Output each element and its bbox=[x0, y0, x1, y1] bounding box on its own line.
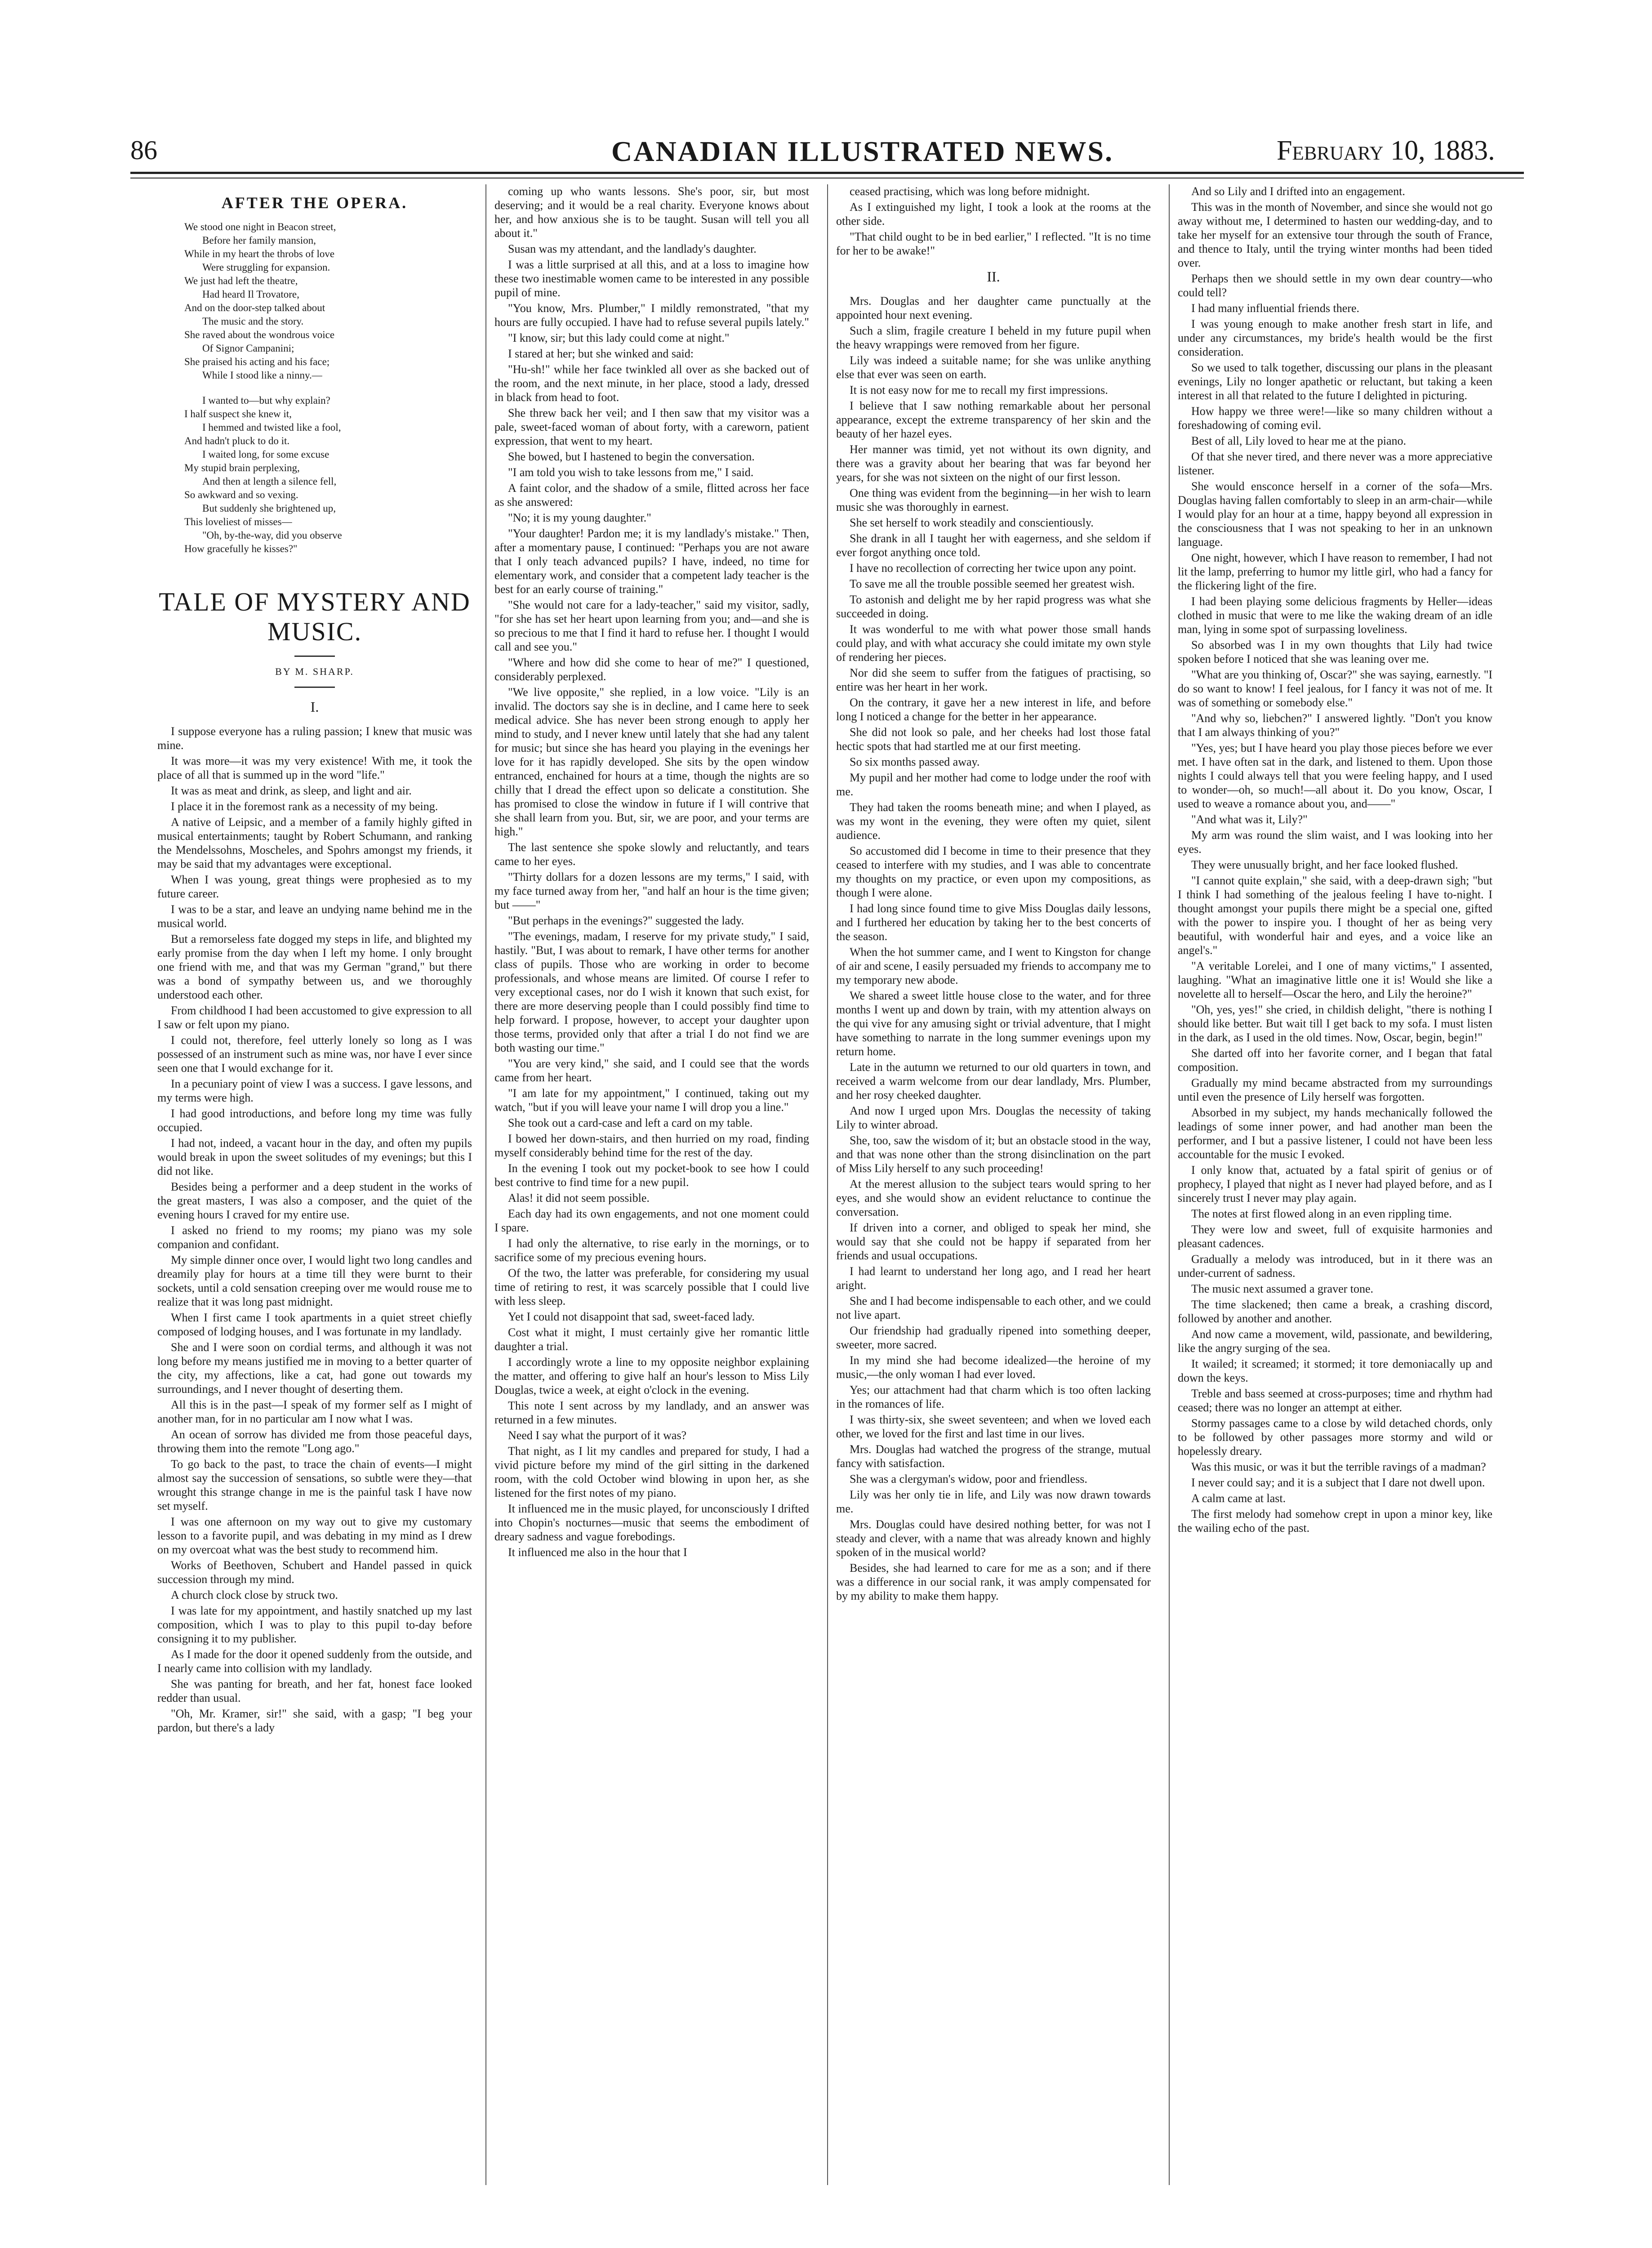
paragraph: So accustomed did I become in time to their presence that they ceased to interfere with my studies, and I was able to concentrate my thoughts on my practice, or even upon my compositions, as though I were alone. bbox=[836, 844, 1151, 899]
paragraph: Besides, she had learned to care for me as a son; and if there was a difference in our social rank, it was amply compensated for by my ability to make them happy. bbox=[836, 1561, 1151, 1602]
paragraph: I suppose everyone has a ruling passion; I knew that music was mine. bbox=[157, 725, 472, 752]
paragraph: In a pecuniary point of view I was a success. I gave lessons, and my terms were high. bbox=[157, 1077, 472, 1104]
paragraph: "Thirty dollars for a dozen lessons are my terms," I said, with my face turned away from her, "and half an hour is the time given; but ——" bbox=[494, 870, 809, 911]
paragraph: coming up who wants lessons. She's poor, sir, but most deserving; and it would be a real charity. Everyone knows about her, and how anxious she is to be taught. Susan will tell you all about it." bbox=[494, 185, 809, 240]
poem-line: My stupid brain perplexing, bbox=[184, 462, 300, 473]
column-3 bbox=[836, 184, 1151, 2208]
paragraph: "You know, Mrs. Plumber," I mildly remonstrated, "that my hours are fully occupied. I have had to refuse several pupils lately." bbox=[494, 302, 809, 329]
poem-line: We stood one night in Beacon street, bbox=[184, 221, 336, 232]
paragraph: Lily was her only tie in life, and Lily was now drawn towards me. bbox=[836, 1488, 1151, 1515]
paragraph: She, too, saw the wisdom of it; but an obstacle stood in the way, and that was none other than the strong disinclination on the part of Miss Lily herself to any such proceeding! bbox=[836, 1134, 1151, 1175]
paragraph: "You are very kind," she said, and I could see that the words came from her heart. bbox=[494, 1057, 809, 1084]
paragraph: It was wonderful to me with what power those small hands could play, and with what accuracy she could imitate my own style of rendering her pieces. bbox=[836, 623, 1151, 664]
paragraph: "Hu-sh!" while her face twinkled all over as she backed out of the room, and the next minute, in her place, stood a lady, dressed in black from head to foot. bbox=[494, 363, 809, 404]
poem-line: So awkward and so vexing. bbox=[184, 489, 298, 500]
paragraph: I believe that I saw nothing remarkable about her personal appearance, except the extreme transparency of her skin and the beauty of her hazel eyes. bbox=[836, 399, 1151, 440]
paragraph: My arm was round the slim waist, and I was looking into her eyes. bbox=[1178, 829, 1492, 856]
paragraph: When I first came I took apartments in a quiet street chiefly composed of lodging houses, and I was fortunate in my landlady. bbox=[157, 1311, 472, 1338]
poem-line: And hadn't pluck to do it. bbox=[184, 435, 290, 446]
paragraph: And now came a movement, wild, passionate, and bewildering, like the angry surging of the sea. bbox=[1178, 1328, 1492, 1355]
paragraph: "Where and how did she come to hear of me?" I questioned, considerably perplexed. bbox=[494, 656, 809, 683]
paragraph: She and I were soon on cordial terms, and although it was not long before my means justified me in moving to a better quarter of the city, my affections, like a cat, had gone out towards my surroundings, and I never thought of deserting them. bbox=[157, 1341, 472, 1396]
paragraph: An ocean of sorrow has divided me from those peaceful days, throwing them into the remote "Long ago." bbox=[157, 1428, 472, 1455]
paragraph: At the merest allusion to the subject tears would spring to her eyes, and she would show an evident reluctance to continue the conversation. bbox=[836, 1178, 1151, 1218]
paragraph: I was one afternoon on my way out to give my customary lesson to a favorite pupil, and was debating in my mind as I drew on my overcoat what was the best study to recommend him. bbox=[157, 1515, 472, 1556]
paragraph: "We live opposite," she replied, in a low voice. "Lily is an invalid. The doctors say she is in decline, and I came here to seek medical advice. She has never been strong enough to apply her mind to study, and I never knew until lately that she had any talent for music; but since she has heard you playing in the evenings her love for it has rapidly developed. She sits by the open window entranced, enchained for hours at a time, though the nights are so chilly that I dread the effect upon so delicate a constitution. She has promised to close the window in future if I will contrive that she shall learn from you. But, sir, we are poor, and your terms are high." bbox=[494, 686, 809, 838]
poem-line: I hemmed and twisted like a fool, bbox=[202, 422, 341, 433]
paragraph: My pupil and her mother had come to lodge under the roof with me. bbox=[836, 771, 1151, 798]
paragraph: It was more—it was my very existence! With me, it took the place of all that is summed up in the word "life." bbox=[157, 754, 472, 781]
paragraph: Mrs. Douglas had watched the progress of the strange, mutual fancy with satisfaction. bbox=[836, 1443, 1151, 1470]
paragraph: I had not, indeed, a vacant hour in the day, and often my pupils would break in upon the sweet solitudes of my evenings; but this I did not like. bbox=[157, 1137, 472, 1178]
paragraph: I only know that, actuated by a fatal spirit of genius or of prophecy, I played that night as I never had played before, and as I sincerely trust I never may play again. bbox=[1178, 1164, 1492, 1204]
paragraph: Gradually a melody was introduced, but in it there was an under-current of sadness. bbox=[1178, 1253, 1492, 1280]
paragraph: "She would not care for a lady-teacher," said my visitor, sadly, "for she has set her heart upon learning from you; and—and she is so precious to me that I find it hard to refuse her. I thought I would call and see you." bbox=[494, 598, 809, 653]
poem-line: And then at length a silence fell, bbox=[202, 476, 337, 487]
poem-line: I waited long, for some excuse bbox=[202, 449, 330, 460]
paragraph: I accordingly wrote a line to my opposite neighbor explaining the matter, and offering to give half an hour's lesson to Miss Lily Douglas, twice a week, at eight o'clock in the evening. bbox=[494, 1356, 809, 1396]
paragraph: "What are you thinking of, Oscar?" she was saying, earnestly. "I do so want to know! I feel jealous, for I fancy it was not of me. It was of something or somebody else." bbox=[1178, 668, 1492, 709]
paragraph: Of the two, the latter was preferable, for considering my usual time of retiring to rest, it was scarcely possible that I could live with less sleep. bbox=[494, 1267, 809, 1307]
poem-title: AFTER THE OPERA. bbox=[221, 194, 408, 212]
paragraph: Gradually my mind became abstracted from my surroundings until even the presence of Lily herself was forgotten. bbox=[1178, 1076, 1492, 1103]
paragraph: I had many influential friends there. bbox=[1191, 302, 1359, 315]
page-number: 86 bbox=[130, 135, 157, 165]
poem-line: I wanted to—but why explain? bbox=[202, 395, 330, 406]
paragraph: To astonish and delight me by her rapid progress was what she succeeded in doing. bbox=[836, 593, 1151, 620]
story-title: TALE OF MYSTERY AND MUSIC. bbox=[159, 587, 471, 646]
column-2-text bbox=[494, 184, 809, 1559]
paragraph: I had only the alternative, to rise early in the mornings, or to sacrifice some of my precious evening hours. bbox=[494, 1237, 809, 1264]
paragraph: Nor did she seem to suffer from the fatigues of practising, so entire was her heart in her work. bbox=[836, 666, 1151, 693]
poem-line: While in my heart the throbs of love bbox=[184, 248, 335, 259]
paragraph: I was thirty-six, she sweet seventeen; and when we loved each other, we loved for the first and last time in our lives. bbox=[836, 1413, 1151, 1440]
paragraph: Each day had its own engagements, and not one moment could I spare. bbox=[494, 1207, 809, 1234]
paragraph: As I made for the door it opened suddenly from the outside, and I nearly came into collision with my landlady. bbox=[157, 1648, 472, 1675]
paragraph: "And what was it, Lily?" bbox=[1191, 813, 1308, 826]
paragraph: She set herself to work steadily and conscientiously. bbox=[850, 516, 1094, 529]
column-divider bbox=[1169, 184, 1170, 2185]
paragraph: As I extinguished my light, I took a look at the rooms at the other side. bbox=[836, 201, 1151, 227]
paragraph: All this is in the past—I speak of my former self as I might of another man, for in no particular am I now what I was. bbox=[157, 1398, 472, 1425]
paragraph: "I cannot quite explain," she said, with a deep-drawn sigh; "but I think I had something of the jealous feeling I have to-night. I thought amongst your pupils there might be a special one, gifted with the power to inspire you. I thought of her as being very beautiful, with wonderful hair and eyes, and a voice like an angel's." bbox=[1178, 874, 1492, 957]
paragraph: Absorbed in my subject, my hands mechanically followed the leadings of some inner power, and had another man been the performer, and I but a passive listener, I could not have been less accountable for the music I evoked. bbox=[1178, 1106, 1492, 1161]
paragraph: We shared a sweet little house close to the water, and for three months I went up and down by train, with my attention always on the qui vive for any amusing sight or trivial adventure, that I might have something to narrate in the long summer evenings upon my return home. bbox=[836, 989, 1151, 1058]
paragraph: A faint color, and the shadow of a smile, flitted across her face as she answered: bbox=[494, 482, 809, 508]
paragraph: A church clock close by struck two. bbox=[171, 1588, 338, 1601]
paragraph: I could not, therefore, feel utterly lonely so long as I was possessed of an instrument such as mine was, nor have I ever since seen one that I would exchange for it. bbox=[157, 1034, 472, 1075]
paragraph: Alas! it did not seem possible. bbox=[508, 1191, 650, 1204]
paragraph: It influenced me also in the hour that I bbox=[508, 1546, 687, 1559]
paragraph: Such a slim, fragile creature I beheld in my future pupil when the heavy wrappings were removed from her figure. bbox=[836, 324, 1151, 351]
paragraph: If driven into a corner, and obliged to speak her mind, she would say that she could not be happy if separated from her friends and usual occupations. bbox=[836, 1221, 1151, 1262]
paragraph: They had taken the rooms beneath mine; and when I played, as was my wont in the evening, they were often my quiet, silent audience. bbox=[836, 801, 1151, 842]
paragraph: She bowed, but I hastened to begin the conversation. bbox=[508, 450, 755, 463]
title-rule bbox=[294, 656, 335, 657]
poem-line: Had heard Il Trovatore, bbox=[202, 289, 299, 300]
column-4 bbox=[1178, 184, 1492, 2208]
paragraph: When I was young, great things were prophesied as to my future career. bbox=[157, 873, 472, 900]
paragraph: Was this music, or was it but the terrible ravings of a madman? bbox=[1191, 1460, 1486, 1473]
paragraph: I never could say; and it is a subject that I dare not dwell upon. bbox=[1191, 1476, 1485, 1489]
paragraph: "A veritable Lorelei, and I one of many victims," I assented, laughing. "What an imaginative little one it is! Would she like a novelette all to herself—Oscar the hero, and Lily the heroine?" bbox=[1178, 959, 1492, 1000]
paragraph: I was late for my appointment, and hastily snatched up my last composition, which I was to play to this pupil to-day before consigning it to my publisher. bbox=[157, 1604, 472, 1645]
paragraph: I place it in the foremost rank as a necessity of my being. bbox=[171, 800, 438, 813]
paragraph: "Yes, yes; but I have heard you play those pieces before we ever met. I have often sat in the dark, and listened to them. Upon those nights I could always tell that you were feeling happy, and I used to wonder—oh, so much!—all about it. Do you know, Oscar, I used to weave a romance about you, and——" bbox=[1178, 741, 1492, 810]
paragraph: The last sentence she spoke slowly and reluctantly, and tears came to her eyes. bbox=[494, 841, 809, 868]
column-divider bbox=[485, 184, 486, 2185]
paragraph: A native of Leipsic, and a member of a family highly gifted in musical entertainments; taught by Robert Schumann, and ranking the Mendelssohns, Moscheles, and Spohrs amongst my friends, it may be said that my advantages were exceptional. bbox=[157, 816, 472, 870]
paragraph: This was in the month of November, and since she would not go away without me, I determined to hasten our wedding-day, and to take her myself for an extensive tour through the south of France, and thence to Italy, until the trying winter months had been tided over. bbox=[1178, 201, 1492, 269]
poem-line: This loveliest of misses— bbox=[184, 516, 292, 527]
paragraph: The notes at first flowed along in an even rippling time. bbox=[1191, 1207, 1452, 1220]
poem-line: We just had left the theatre, bbox=[184, 275, 298, 286]
paragraph: Yes; our attachment had that charm which is too often lacking in the romances of life. bbox=[836, 1383, 1151, 1410]
paragraph: That night, as I lit my candles and prepared for study, I had a vivid picture before my mind of the girl sitting in the darkened room, with the cold October wind blowing in upon her, as she listened for the first notes of my piano. bbox=[494, 1445, 809, 1499]
paragraph: One thing was evident from the beginning—in her wish to learn music she was thoroughly in earnest. bbox=[836, 486, 1151, 513]
paragraph: When the hot summer came, and I went to Kingston for change of air and scene, I easily persuaded my friends to accompany me to my temporary new abode. bbox=[836, 946, 1151, 986]
header-rule bbox=[130, 172, 1524, 174]
paragraph: Mrs. Douglas could have desired nothing better, for was not I steady and clever, with a name that was already known and highly spoken of in the musical world? bbox=[836, 1518, 1151, 1559]
paragraph: "Your daughter! Pardon me; it is my landlady's mistake." Then, after a momentary pause, I continued: "Perhaps you are not aware that I only teach advanced pupils? I have, indeed, no time for elementary work, and consider that a competent lady teacher is the best for an early course of training." bbox=[494, 527, 809, 596]
paragraph: But a remorseless fate dogged my steps in life, and blighted my early promise from the day when I left my home. I only brought one friend with me, and that was my German "grand," but there was a bond of sympathy between us, and we thoroughly understood each other. bbox=[157, 932, 472, 1001]
paragraph: I asked no friend to my rooms; my piano was my sole companion and confidant. bbox=[157, 1224, 472, 1251]
paragraph: She and I had become indispensable to each other, and we could not live apart. bbox=[836, 1294, 1151, 1321]
paragraph: So six months passed away. bbox=[850, 755, 980, 768]
paragraph: Stormy passages came to a close by wild detached chords, only to be followed by other passages more stormy and wild or hopelessly dreary. bbox=[1178, 1417, 1492, 1458]
paragraph: "And why so, liebchen?" I answered lightly. "Don't you know that I am always thinking of you?" bbox=[1178, 712, 1492, 739]
paragraph: They were unusually bright, and her face looked flushed. bbox=[1191, 858, 1458, 871]
paragraph: So we used to talk together, discussing our plans in the pleasant evenings, Lily no longer apathetic or reluctant, but taking a keen interest in all that related to the future I delighted in picturing. bbox=[1178, 361, 1492, 402]
paragraph: "No; it is my young daughter." bbox=[508, 511, 651, 524]
paragraph: She took out a card-case and left a card on my table. bbox=[508, 1116, 753, 1129]
paragraph: She did not look so pale, and her cheeks had lost those fatal hectic spots that had startled me at our first meeting. bbox=[836, 726, 1151, 753]
paragraph: The time slackened; then came a break, a crashing discord, followed by another and another. bbox=[1178, 1298, 1492, 1325]
paragraph: Lily was indeed a suitable name; for she was unlike anything else that ever was seen on earth. bbox=[836, 354, 1151, 381]
paragraph: The music next assumed a graver tone. bbox=[1191, 1282, 1374, 1295]
paragraph: "I am late for my appointment," I continued, taking out my watch, "but if you will leave your name I will drop you a line." bbox=[494, 1087, 809, 1114]
paragraph: She darted off into her favorite corner, and I began that fatal composition. bbox=[1178, 1047, 1492, 1074]
paragraph: She was panting for breath, and her fat, honest face looked redder than usual. bbox=[157, 1677, 472, 1704]
poem-line: She praised his acting and his face; bbox=[184, 356, 330, 367]
paragraph: They were low and sweet, full of exquisite harmonies and pleasant cadences. bbox=[1178, 1223, 1492, 1250]
paragraph: Perhaps then we should settle in my own dear country—who could tell? bbox=[1178, 272, 1492, 299]
paragraph: She was a clergyman's widow, poor and friendless. bbox=[850, 1472, 1087, 1485]
paragraph: The first melody had somehow crept in upon a minor key, like the wailing echo of the past. bbox=[1178, 1508, 1492, 1534]
paragraph: She threw back her veil; and I then saw that my visitor was a pale, sweet-faced woman of about forty, with a careworn, patient expression, that went to my heart. bbox=[494, 406, 809, 447]
column-3-text-cont bbox=[836, 294, 1151, 1603]
paragraph: "That child ought to be in bed earlier," I reflected. "It is no time for her to be awake!" bbox=[836, 230, 1151, 257]
paragraph: From childhood I had been accustomed to give expression to all I saw or felt upon my piano. bbox=[157, 1004, 472, 1031]
column-3-text bbox=[836, 184, 1151, 258]
poem-line: And on the door-step talked about bbox=[184, 302, 325, 313]
paragraph: It wailed; it screamed; it stormed; it tore demoniacally up and down the keys. bbox=[1178, 1357, 1492, 1384]
paragraph: Need I say what the purport of it was? bbox=[508, 1429, 687, 1442]
paragraph: Late in the autumn we returned to our old quarters in town, and received a warm welcome from our dear landlady, Mrs. Plumber, and her rosy cheeked daughter. bbox=[836, 1061, 1151, 1102]
paragraph: So absorbed was I in my own thoughts that Lily had twice spoken before I noticed that she was leaning over me. bbox=[1178, 638, 1492, 665]
paragraph: "Oh, Mr. Kramer, sir!" she said, with a gasp; "I beg your pardon, but there's a lady bbox=[157, 1707, 472, 1734]
paragraph: To save me all the trouble possible seemed her greatest wish. bbox=[850, 577, 1135, 590]
poem-line: "Oh, by-the-way, did you observe bbox=[202, 530, 342, 541]
paragraph: Yet I could not disappoint that sad, sweet-faced lady. bbox=[508, 1310, 755, 1323]
paragraph: "I know, sir; but this lady could come at night." bbox=[508, 331, 730, 344]
paragraph: Of that she never tired, and there never was a more appreciative listener. bbox=[1178, 450, 1492, 477]
paragraph: I had been playing some delicious fragments by Heller—ideas clothed in music that were to me like the waking dream of an idle man, lying in some spot of surpassing loveliness. bbox=[1178, 595, 1492, 636]
poem-body bbox=[184, 220, 472, 556]
byline-rule bbox=[294, 687, 335, 688]
section-number: I. bbox=[310, 699, 319, 715]
paragraph: In my mind she had become idealized—the heroine of my music,—the only woman I had ever loved. bbox=[836, 1354, 1151, 1381]
paragraph: She would ensconce herself in a corner of the sofa—Mrs. Douglas having fallen comfortably to sleep in an arm-chair—while I would play for an hour at a time, happy beyond all expression in the consciousness that I was not speaking to her in an unknown language. bbox=[1178, 480, 1492, 549]
paragraph: I had good introductions, and before long my time was fully occupied. bbox=[157, 1107, 472, 1134]
section-number: II. bbox=[987, 268, 1000, 285]
paragraph: "But perhaps in the evenings?" suggested the lady. bbox=[508, 914, 744, 927]
paragraph: I had learnt to understand her long ago, and I read her heart aright. bbox=[836, 1265, 1151, 1292]
paragraph: Mrs. Douglas and her daughter came punctually at the appointed hour next evening. bbox=[836, 294, 1151, 321]
paragraph: To go back to the past, to trace the chain of events—I might almost say the succession of sensations, so subtle were they—that wrought this strange change in me is the painful task I have now set myself. bbox=[157, 1458, 472, 1512]
paragraph: It is not easy now for me to recall my first impressions. bbox=[850, 384, 1108, 397]
paragraph: "Oh, yes, yes!" she cried, in childish delight, "there is nothing I should like better. But wait till I get back to my sofa. I must listen in the dark, as I used in the old times. Now, Oscar, begin, begin!" bbox=[1178, 1003, 1492, 1044]
paragraph: In the evening I took out my pocket-book to see how I could best contrive to find time for a new pupil. bbox=[494, 1162, 809, 1189]
poem-line: Were struggling for expansion. bbox=[202, 262, 330, 273]
paragraph: She drank in all I taught her with eagerness, and she seldom if ever forgot anything once told. bbox=[836, 532, 1151, 559]
paragraph: ceased practising, which was long before midnight. bbox=[850, 185, 1090, 198]
poem-line: The music and the story. bbox=[202, 316, 304, 327]
poem-line: I half suspect she knew it, bbox=[184, 408, 292, 419]
masthead-title: CANADIAN ILLUSTRATED NEWS. bbox=[611, 135, 1113, 167]
column-2 bbox=[494, 184, 809, 2208]
column-divider bbox=[827, 184, 828, 2185]
paragraph: Treble and bass seemed at cross-purposes; time and rhythm had ceased; there was no longer an attempt at either. bbox=[1178, 1387, 1492, 1414]
column-1-text bbox=[157, 724, 472, 1735]
issue-date: February 10, 1883. bbox=[1277, 135, 1495, 166]
paragraph: It influenced me in the music played, for unconsciously I drifted into Chopin's nocturnes—music that seems the embodiment of dreary sadness and vague forebodings. bbox=[494, 1502, 809, 1543]
paragraph: I was young enough to make another fresh start in life, and under any circumstances, my bride's health would be the first consideration. bbox=[1178, 317, 1492, 358]
paragraph: Best of all, Lily loved to hear me at the piano. bbox=[1191, 434, 1406, 447]
paragraph: One night, however, which I have reason to remember, I had not lit the lamp, preferring to humor my little girl, who had a fancy for the flickering light of the fire. bbox=[1178, 551, 1492, 592]
poem-line: While I stood like a ninny.— bbox=[202, 370, 322, 381]
paragraph: I have no recollection of correcting her twice upon any point. bbox=[850, 562, 1136, 575]
paragraph: I was to be a star, and leave an undying name behind me in the musical world. bbox=[157, 903, 472, 930]
paragraph: "The evenings, madam, I reserve for my private study," I said, hastily. "But, I was about to remark, I have other terms for another class of pupils. Those who are working in order to become professionals, and whose means are limited. Of course I refer to very exceptional cases, nor do I wish it known that such exist, for there are more deserving people than I could possibly find time to help forward. I propose, however, to accept your daughter upon those terms, provided only that after a trial I do not find we are both wasting our time." bbox=[494, 930, 809, 1054]
paragraph: I had long since found time to give Miss Douglas daily lessons, and I furthered her education by taking her to the best concerts of the season. bbox=[836, 902, 1151, 943]
paragraph: I bowed her down-stairs, and then hurried on my road, finding myself considerably behind time for the rest of the day. bbox=[494, 1132, 809, 1159]
paragraph: I was a little surprised at all this, and at a loss to imagine how these two inestimable women came to be interested in any possible pupil of mine. bbox=[494, 258, 809, 299]
paragraph: Works of Beethoven, Schubert and Handel passed in quick succession through my mind. bbox=[157, 1559, 472, 1586]
paragraph: Besides being a performer and a deep student in the works of the great masters, I was also a composer, and the quiet of the evening hours I craved for my entire use. bbox=[157, 1180, 472, 1221]
column-4-text bbox=[1178, 184, 1492, 1535]
poem-line: How gracefully he kisses?" bbox=[184, 543, 298, 554]
poem-line: Of Signor Campanini; bbox=[202, 343, 294, 354]
paragraph: And now I urged upon Mrs. Douglas the necessity of taking Lily to winter abroad. bbox=[836, 1104, 1151, 1131]
paragraph: "I am told you wish to take lessons from me," I said. bbox=[508, 466, 754, 479]
paragraph: I stared at her; but she winked and said: bbox=[508, 347, 694, 360]
stanza-break bbox=[184, 382, 472, 394]
paragraph: It was as meat and drink, as sleep, and light and air. bbox=[171, 784, 412, 797]
paragraph: A calm came at last. bbox=[1191, 1492, 1286, 1505]
poem-line: But suddenly she brightened up, bbox=[202, 503, 336, 514]
paragraph: Susan was my attendant, and the landlady's daughter. bbox=[508, 242, 757, 255]
paragraph: On the contrary, it gave her a new interest in life, and before long I noticed a change for the better in her appearance. bbox=[836, 696, 1151, 723]
column-1 bbox=[157, 184, 472, 2208]
paragraph: My simple dinner once over, I would light two long candles and dreamily play for hours at a time till they were burnt to their sockets, until a cold sensation creeping over me would rouse me to realize that it was long past midnight. bbox=[157, 1253, 472, 1308]
paragraph: Our friendship had gradually ripened into something deeper, sweeter, more sacred. bbox=[836, 1324, 1151, 1351]
paragraph: Her manner was timid, yet not without its own dignity, and there was a gravity about her bearing that was far beyond her years, for she was not sixteen on the night of our first lesson. bbox=[836, 443, 1151, 484]
paragraph: This note I sent across by my landlady, and an answer was returned in a few minutes. bbox=[494, 1399, 809, 1426]
poem-line: She raved about the wondrous voice bbox=[184, 329, 335, 340]
byline: BY M. SHARP. bbox=[275, 666, 354, 677]
paragraph: How happy we three were!—like so many children without a foreshadowing of coming evil. bbox=[1178, 405, 1492, 432]
poem-line: Before her family mansion, bbox=[202, 235, 316, 246]
paragraph: And so Lily and I drifted into an engagement. bbox=[1191, 185, 1405, 198]
paragraph: Cost what it might, I must certainly give her romantic little daughter a trial. bbox=[494, 1326, 809, 1353]
